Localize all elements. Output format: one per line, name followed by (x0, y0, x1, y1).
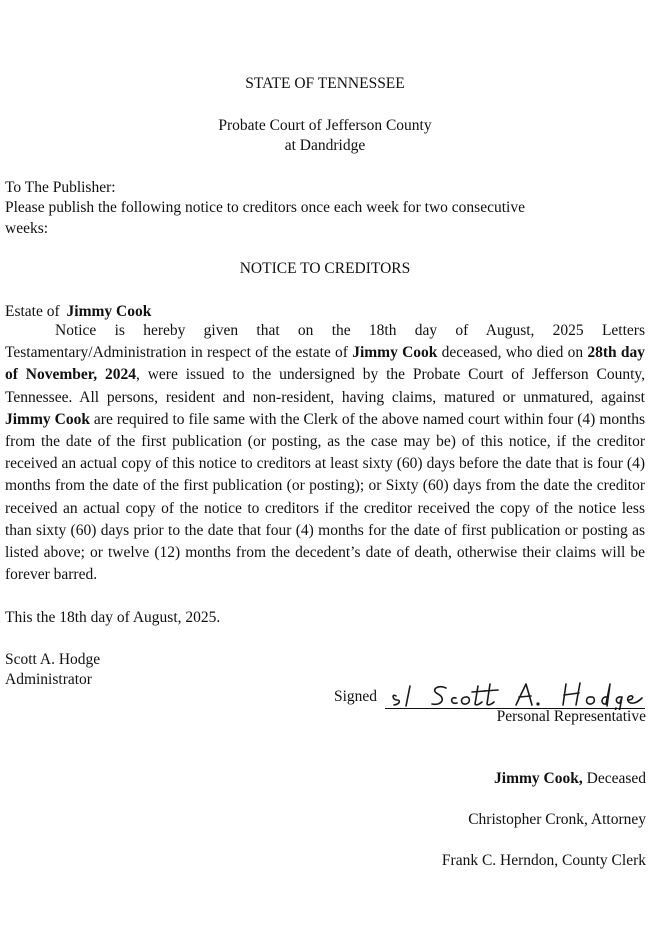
estate-name: Jimmy Cook (66, 303, 152, 320)
administrator-name: Scott A. Hodge (5, 651, 101, 668)
body-text-1: Notice is hereby given that on the 18th day of August, 2025 Letters Testamentary/Administration in respect of the estate of (5, 322, 645, 362)
handwritten-signature (388, 678, 644, 710)
personal-representative-label: Personal Representative (496, 708, 646, 725)
publisher-salutation: To The Publisher: (5, 179, 116, 196)
publisher-request-line2: weeks: (5, 220, 49, 237)
signature-block (334, 678, 646, 728)
notice-title: NOTICE TO CREDITORS (239, 260, 411, 277)
signed-label: Signed (334, 688, 378, 705)
attorney-line: Christopher Cronk, Attorney (468, 811, 646, 828)
court-name: Probate Court of Jefferson County (218, 117, 432, 134)
state-heading: STATE OF TENNESSEE (245, 75, 405, 92)
deceased-suffix: Deceased (582, 770, 646, 787)
date-line: This the 18th day of August, 2025. (5, 609, 221, 626)
deceased-name-2: Jimmy Cook (5, 410, 90, 428)
deceased-name-closing: Jimmy Cook, (494, 770, 583, 787)
court-location: at Dandridge (284, 137, 366, 154)
administrator-title: Administrator (5, 671, 92, 688)
deceased-name-1: Jimmy Cook (352, 344, 438, 362)
clerk-line: Frank C. Herndon, County Clerk (441, 852, 646, 869)
estate-label: Estate of (5, 303, 60, 320)
deceased-line (494, 770, 646, 788)
body-text-2: deceased, who died on (437, 344, 588, 362)
notice-body (5, 320, 645, 586)
body-text-3: , were issued to the undersigned by the Probate Court of Jefferson County, Tennessee. All persons, resident and non-resident, having claims, matured or unmatured, against (5, 366, 645, 406)
estate-line (5, 303, 151, 321)
body-text-4: are required to file same with the Clerk of the above named court within four (4) months from the date of the first publication (or posting, as the case may be) of this notice, if the creditor received an actual copy of this notice to creditors at least sixty (60) days before the date that is four (4) months from the date of the first publication (or posting); or Sixty (60) days from the date the creditor received an actual copy of the notice to creditors if the creditor received the copy of the notice less than sixty (60) days prior to the date that four (4) months for the date of first publication or posting as listed above; or twelve (12) months from the decedent’s date of death, otherwise their claims will be forever barred. (5, 410, 645, 584)
publisher-request-line1: Please publish the following notice to creditors once each week for two consecutive (5, 199, 525, 216)
death-date: 28th day of November, 2024 (5, 344, 645, 384)
